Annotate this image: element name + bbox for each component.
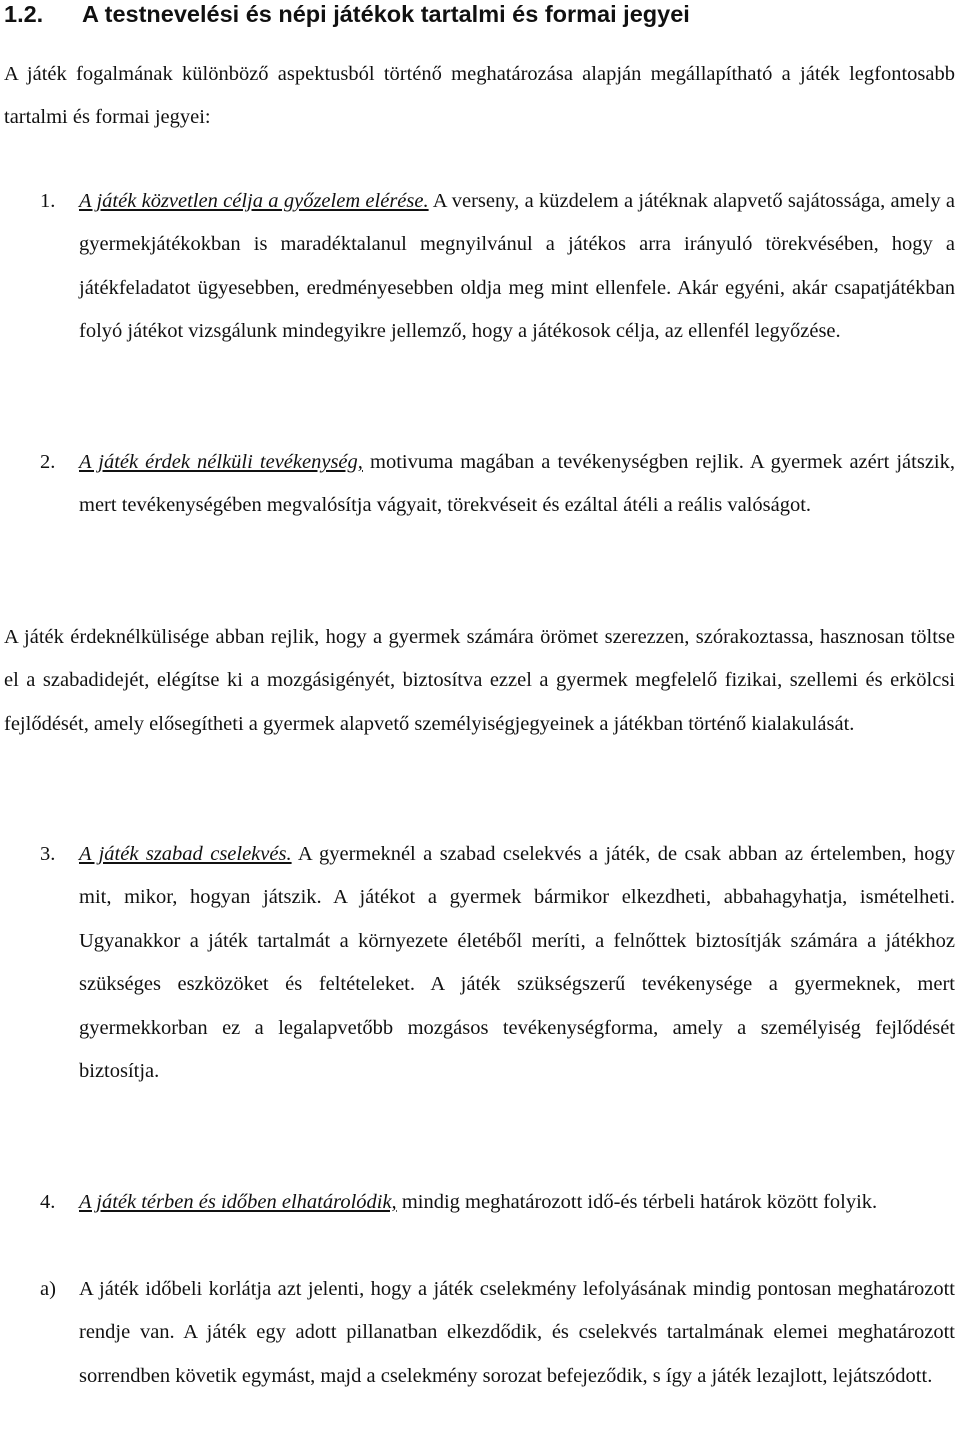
list-item-body (79, 833, 955, 1093)
list-marker: 1. (40, 190, 56, 212)
section-title: A testnevelési és népi játékok tartalmi és formai jegyei (82, 1, 690, 27)
section-number: 1.2. (4, 1, 44, 27)
sub-item-text: A játék időbeli korlátja azt jelenti, hogy a játék cselekmény lefolyásának mindig pontosan meghatározott rendje van. A játék egy adott pillanatban elkezdődik, és cselekvés tartalmának elemei meghatározott sorrendben követik egymást, majd a cselekmény sorozat befejeződik, s így a játék lezajlott, lejátszódott. (79, 1278, 955, 1387)
list-item-heading: A játék térben és időben elhatárolódik, (79, 1191, 397, 1213)
list-item-heading: A játék közvetlen célja a győzelem elérése. (79, 190, 429, 212)
list-item-body (79, 1181, 955, 1224)
list-item-body (79, 441, 955, 528)
list-item-text: A gyermeknél a szabad cselekvés a játék, de csak abban az értelemben, hogy mit, mikor, hogyan játszik. A játékot a gyermek bármikor elkezdheti, abbahagyhatja, ismételheti. Ugyanakkor a játék tartalmát a környezete életéből meríti, a felnőttek biztosítják számára a játékhoz szükséges eszközöket és feltételeket. A játék szükségszerű tevékenysége a gyermeknek, mert gyermekkorban ez a legalapvetőbb mozgásos tevékenységforma, amely a személyiség fejlődését biztosítja. (79, 843, 955, 1083)
list-marker: 2. (40, 451, 56, 473)
list-item-text: mindig meghatározott idő-és térbeli határok között folyik. (396, 1191, 878, 1213)
sub-item-marker: a) (40, 1278, 56, 1300)
list-item-heading: A játék szabad cselekvés. (79, 843, 292, 865)
list-item-text: A verseny, a küzdelem a játéknak alapvető sajátossága, amely a gyermekjátékokban is maradéktalanul megnyilvánul a játékos arra irányuló törekvésében, hogy a játékfeladatot ügyesebben, eredményesebben oldja meg mint ellenfele. Akár egyéni, akár csapatjátékban folyó játékot vizsgálunk mindegyikre jellemző, hogy a játékosok célja, az ellenfél legyőzése. (79, 190, 955, 343)
list-marker: 4. (40, 1191, 56, 1213)
list-item-body (79, 180, 955, 354)
section-heading (4, 0, 690, 28)
list-marker: 3. (40, 843, 56, 865)
body-paragraph: A játék érdeknélkülisége abban rejlik, hogy a gyermek számára örömet szerezzen, szórakoztassa, hasznosan töltse el a szabadidejét, elégítse ki a mozgásigényét, biztosítva ezzel a gyermek megfelelő fizikai, szellemi és erkölcsi fejlődését, amely elősegítheti a gyermek alapvető személyiségjegyeinek a játékban történő kialakulását. (4, 626, 955, 735)
list-item-heading: A játék érdek nélküli tevékenység, (79, 451, 363, 473)
list-item-text: motivuma magában a tevékenységben rejlik. A gyermek azért játszik, mert tevékenységében megvalósítja vágyait, törekvéseit és ezáltal átéli a reális valóságot. (79, 451, 955, 517)
intro-paragraph: A játék fogalmának különböző aspektusból történő meghatározása alapján megállapítható a játék legfontosabb tartalmi és formai jegyei: (4, 63, 955, 129)
